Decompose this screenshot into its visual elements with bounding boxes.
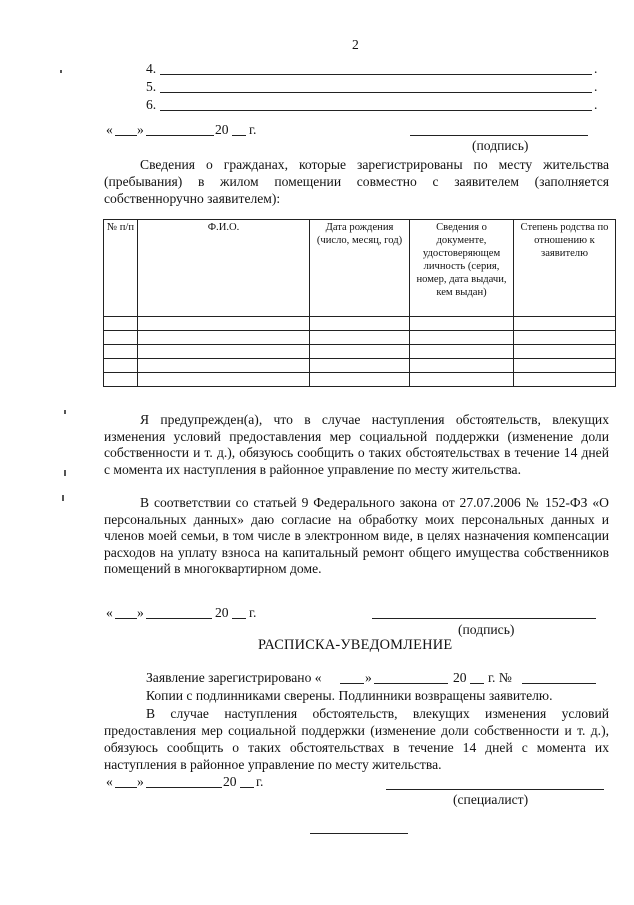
date-year-field[interactable]: [232, 135, 246, 136]
receipt-title: РАСПИСКА-УВЕДОМЛЕНИЕ: [258, 637, 453, 653]
table-cell[interactable]: [138, 359, 310, 373]
list-item-end: .: [594, 97, 598, 112]
date-open-quote: «: [106, 122, 113, 137]
registered-close-quote: »: [365, 670, 372, 685]
date-year-suffix: г.: [256, 774, 264, 789]
column-header-birthdate: Дата рождения (число, месяц, год): [310, 220, 410, 317]
table-cell[interactable]: [138, 345, 310, 359]
list-item-line[interactable]: [160, 74, 592, 75]
signature-line[interactable]: [372, 618, 596, 619]
column-header-relationship: Степень родства по отношению к заявителю: [514, 220, 616, 317]
date-year-prefix: 20: [215, 605, 229, 620]
signature-label: (подпись): [458, 622, 515, 637]
list-item-line[interactable]: [160, 110, 592, 111]
table-row: [104, 373, 616, 387]
date-close-quote: »: [137, 605, 144, 620]
table-row: [104, 359, 616, 373]
table-cell[interactable]: [310, 331, 410, 345]
copies-text: Копии с подлинниками сверены. Подлинники возвращены заявителю.: [146, 688, 553, 703]
scan-mark: [64, 470, 66, 476]
date-day-field[interactable]: [115, 787, 137, 788]
table-cell[interactable]: [310, 373, 410, 387]
table-cell[interactable]: [310, 345, 410, 359]
date-day-field[interactable]: [115, 618, 137, 619]
table-row: [104, 331, 616, 345]
registered-month-field[interactable]: [374, 683, 448, 684]
table-cell[interactable]: [410, 331, 514, 345]
table-cell[interactable]: [514, 373, 616, 387]
page-number: 2: [352, 37, 359, 52]
signature-line[interactable]: [410, 135, 588, 136]
list-item-end: .: [594, 79, 598, 94]
table-cell[interactable]: [410, 359, 514, 373]
column-header-fio: Ф.И.О.: [138, 220, 310, 317]
registered-number-label: г. №: [488, 670, 512, 685]
column-header-number: № п/п: [104, 220, 138, 317]
registered-year-field[interactable]: [470, 683, 484, 684]
date-year-prefix: 20: [215, 122, 229, 137]
list-item-number: 5.: [146, 79, 157, 94]
specialist-label: (специалист): [453, 792, 529, 807]
scan-mark: [62, 495, 64, 501]
list-item-number: 6.: [146, 97, 157, 112]
table-cell[interactable]: [514, 359, 616, 373]
date-open-quote: «: [106, 605, 113, 620]
table-cell[interactable]: [514, 345, 616, 359]
table-cell[interactable]: [514, 317, 616, 331]
table-cell[interactable]: [138, 373, 310, 387]
registered-label: Заявление зарегистрировано «: [146, 670, 322, 685]
notice-paragraph: В случае наступления обстоятельств, влекущих изменения условий предоставления мер социальной поддержки (изменение доли собственности и т. д.), обязуюсь сообщить о таких обстоятельствах в течение 14 дней с момента их наступления в районное управление по месту жительства.: [104, 706, 609, 772]
registered-day-field[interactable]: [340, 683, 364, 684]
consent-paragraph: В соответствии со статьей 9 Федерального закона от 27.07.2006 № 152-ФЗ «О персональных данных» даю согласие на обработку моих персональных данных и членов моей семьи, в том числе в электронном виде, в целях назначения компенсации расходов на уплату взноса на капитальный ремонт общего имущества собственников помещений в многоквартирном доме.: [104, 495, 609, 577]
date-month-field[interactable]: [146, 787, 222, 788]
list-item-number: 4.: [146, 61, 157, 76]
date-year-suffix: г.: [249, 122, 257, 137]
table-row: [104, 317, 616, 331]
table-cell[interactable]: [138, 317, 310, 331]
registered-number-field[interactable]: [522, 683, 596, 684]
bottom-rule: [310, 833, 408, 834]
warning-paragraph: Я предупрежден(а), что в случае наступления обстоятельств, влекущих изменения условий предоставления мер социальной поддержки (изменение доли собственности и т. д.), обязуюсь сообщить о таких обстоятельствах в течение 14 дней с момента их наступления в районное управление по месту жительства.: [104, 412, 609, 477]
table-cell[interactable]: [410, 373, 514, 387]
table-cell[interactable]: [410, 345, 514, 359]
table-cell[interactable]: [310, 359, 410, 373]
list-item-line[interactable]: [160, 92, 592, 93]
date-year-field[interactable]: [240, 787, 254, 788]
residents-heading: Сведения о гражданах, которые зарегистрированы по месту жительства (пребывания) в жилом помещении совместно с заявителем (заполняется собственноручно заявителем):: [104, 157, 609, 206]
date-day-field[interactable]: [115, 135, 137, 136]
specialist-signature-line[interactable]: [386, 789, 604, 790]
table-cell[interactable]: [104, 317, 138, 331]
table-cell[interactable]: [310, 317, 410, 331]
table-cell[interactable]: [104, 345, 138, 359]
list-item-end: .: [594, 61, 598, 76]
date-close-quote: »: [137, 774, 144, 789]
table-cell[interactable]: [410, 317, 514, 331]
date-year-suffix: г.: [249, 605, 257, 620]
date-year-prefix: 20: [223, 774, 237, 789]
date-month-field[interactable]: [146, 618, 212, 619]
scan-mark: [64, 410, 66, 414]
date-year-field[interactable]: [232, 618, 246, 619]
column-header-id-document: Сведения о документе, удостоверяющем личность (серия, номер, дата выдачи, кем выдан): [410, 220, 514, 317]
residents-table: [103, 219, 616, 387]
table-row: [104, 345, 616, 359]
table-cell[interactable]: [514, 331, 616, 345]
scan-mark: [60, 70, 62, 73]
table-cell[interactable]: [104, 331, 138, 345]
date-month-field[interactable]: [146, 135, 214, 136]
registered-year-prefix: 20: [453, 670, 467, 685]
table-cell[interactable]: [138, 331, 310, 345]
date-close-quote: »: [137, 122, 144, 137]
signature-label: (подпись): [472, 138, 529, 153]
date-open-quote: «: [106, 774, 113, 789]
table-cell[interactable]: [104, 359, 138, 373]
table-cell[interactable]: [104, 373, 138, 387]
